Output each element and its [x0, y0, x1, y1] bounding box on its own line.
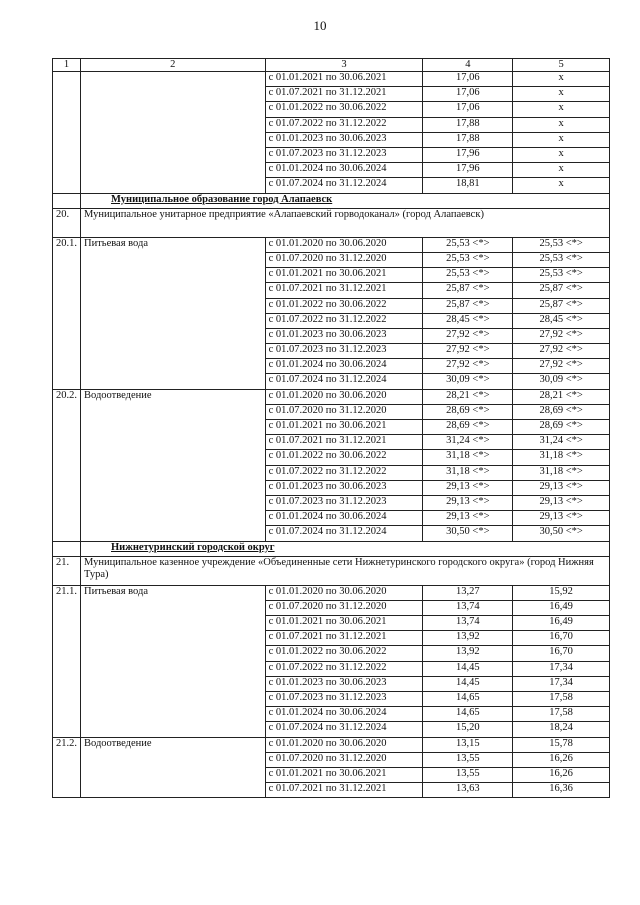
tariff-value-col4: 17,88: [423, 132, 513, 147]
tariff-value-col4: 25,53 <*>: [423, 237, 513, 252]
tariff-value-col5: 16,26: [513, 752, 610, 767]
row-number-cell: [53, 72, 81, 194]
organization-name: Муниципальное унитарное предприятие «Алапаевский горводоканал» (город Алапаевск): [81, 208, 610, 237]
tariff-value-col4: 30,09 <*>: [423, 374, 513, 389]
tariff-value-col5: 18,24: [513, 722, 610, 737]
tariff-period: с 01.07.2020 по 31.12.2020: [265, 252, 423, 267]
tariff-period: с 01.01.2021 по 30.06.2021: [265, 72, 423, 87]
tariff-value-col4: 25,53 <*>: [423, 268, 513, 283]
tariff-period: с 01.01.2024 по 30.06.2024: [265, 707, 423, 722]
tariff-period: с 01.01.2021 по 30.06.2021: [265, 767, 423, 782]
tariff-value-col4: 25,87 <*>: [423, 283, 513, 298]
tariff-value-col4: 27,92 <*>: [423, 328, 513, 343]
tariff-period: с 01.01.2023 по 30.06.2023: [265, 132, 423, 147]
tariff-value-col4: 25,87 <*>: [423, 298, 513, 313]
tariff-value-col4: 14,45: [423, 661, 513, 676]
tariff-value-col5: 27,92 <*>: [513, 344, 610, 359]
tariff-value-col4: 28,21 <*>: [423, 389, 513, 404]
tariff-value-col5: 16,49: [513, 616, 610, 631]
header-cell: 3: [265, 59, 423, 72]
tariff-value-col4: 17,96: [423, 163, 513, 178]
tariff-period: с 01.01.2021 по 30.06.2021: [265, 616, 423, 631]
organization-row: [53, 556, 610, 585]
tariff-value-col5: 30,09 <*>: [513, 374, 610, 389]
organization-number: 21.: [53, 556, 81, 585]
tariff-period: с 01.07.2022 по 31.12.2022: [265, 313, 423, 328]
tariff-value-col5: 31,24 <*>: [513, 435, 610, 450]
tariff-value-col5: 16,26: [513, 767, 610, 782]
tariff-value-col5: 28,45 <*>: [513, 313, 610, 328]
tariff-value-col5: х: [513, 163, 610, 178]
tariff-period: с 01.07.2023 по 31.12.2023: [265, 692, 423, 707]
tariff-value-col5: 29,13 <*>: [513, 480, 610, 495]
tariff-value-col4: 31,18 <*>: [423, 465, 513, 480]
tariff-value-col4: 17,06: [423, 102, 513, 117]
table-row: [53, 389, 610, 404]
tariff-value-col5: х: [513, 72, 610, 87]
tariff-value-col4: 27,92 <*>: [423, 359, 513, 374]
tariff-value-col4: 29,13 <*>: [423, 480, 513, 495]
tariff-value-col4: 13,74: [423, 600, 513, 615]
service-name: Питьевая вода: [81, 237, 266, 389]
tariff-value-col4: 13,15: [423, 737, 513, 752]
tariff-value-col5: х: [513, 87, 610, 102]
tariff-period: с 01.01.2024 по 30.06.2024: [265, 511, 423, 526]
municipality-number-cell: [53, 541, 81, 556]
tariff-period: с 01.01.2020 по 30.06.2020: [265, 237, 423, 252]
tariff-period: с 01.07.2020 по 31.12.2020: [265, 752, 423, 767]
tariff-period: с 01.07.2023 по 31.12.2023: [265, 148, 423, 163]
tariff-value-col4: 28,69 <*>: [423, 420, 513, 435]
tariff-value-col4: 28,45 <*>: [423, 313, 513, 328]
tariff-value-col5: 15,78: [513, 737, 610, 752]
tariff-value-col5: 25,53 <*>: [513, 268, 610, 283]
tariff-table: [52, 58, 610, 798]
tariff-value-col4: 15,20: [423, 722, 513, 737]
tariff-value-col4: 17,88: [423, 117, 513, 132]
tariff-value-col4: 13,92: [423, 631, 513, 646]
tariff-value-col5: 31,18 <*>: [513, 465, 610, 480]
organization-row: [53, 208, 610, 237]
table-row: [53, 237, 610, 252]
tariff-value-col4: 29,13 <*>: [423, 495, 513, 510]
tariff-value-col4: 13,55: [423, 767, 513, 782]
tariff-value-col4: 14,65: [423, 707, 513, 722]
tariff-period: с 01.01.2022 по 30.06.2022: [265, 646, 423, 661]
tariff-value-col5: х: [513, 102, 610, 117]
table-row: [53, 72, 610, 87]
tariff-value-col4: 14,45: [423, 676, 513, 691]
tariff-period: с 01.07.2023 по 31.12.2023: [265, 344, 423, 359]
tariff-period: с 01.01.2022 по 30.06.2022: [265, 298, 423, 313]
tariff-period: с 01.01.2024 по 30.06.2024: [265, 359, 423, 374]
tariff-period: с 01.01.2020 по 30.06.2020: [265, 585, 423, 600]
municipality-number-cell: [53, 193, 81, 208]
tariff-value-col4: 31,24 <*>: [423, 435, 513, 450]
tariff-period: с 01.01.2023 по 30.06.2023: [265, 676, 423, 691]
header-cell: 5: [513, 59, 610, 72]
table-row: [53, 585, 610, 600]
tariff-value-col4: 14,65: [423, 692, 513, 707]
page-number: 10: [313, 18, 327, 33]
tariff-value-col4: 28,69 <*>: [423, 404, 513, 419]
service-number: 20.2.: [53, 389, 81, 541]
tariff-value-col4: 29,13 <*>: [423, 511, 513, 526]
tariff-period: с 01.07.2021 по 31.12.2021: [265, 87, 423, 102]
tariff-value-col5: 17,34: [513, 676, 610, 691]
tariff-value-col5: 15,92: [513, 585, 610, 600]
tariff-value-col4: 27,92 <*>: [423, 344, 513, 359]
tariff-period: с 01.01.2022 по 30.06.2022: [265, 102, 423, 117]
tariff-period: с 01.07.2022 по 31.12.2022: [265, 661, 423, 676]
tariff-value-col5: 25,53 <*>: [513, 252, 610, 267]
tariff-period: с 01.01.2022 по 30.06.2022: [265, 450, 423, 465]
tariff-value-col4: 13,92: [423, 646, 513, 661]
tariff-period: с 01.07.2024 по 31.12.2024: [265, 526, 423, 541]
tariff-value-col5: 31,18 <*>: [513, 450, 610, 465]
tariff-value-col5: 16,49: [513, 600, 610, 615]
service-name: Водоотведение: [81, 737, 266, 798]
tariff-period: с 01.01.2020 по 30.06.2020: [265, 389, 423, 404]
tariff-value-col5: 27,92 <*>: [513, 328, 610, 343]
tariff-value-col5: х: [513, 117, 610, 132]
tariff-period: с 01.07.2021 по 31.12.2021: [265, 783, 423, 798]
tariff-value-col5: 17,58: [513, 707, 610, 722]
service-name: Питьевая вода: [81, 585, 266, 737]
header-cell: 1: [53, 59, 81, 72]
tariff-table-body: [53, 59, 610, 798]
organization-name: Муниципальное казенное учреждение «Объединенные сети Нижнетуринского городского округа» (город Нижняя Тура): [81, 556, 610, 585]
tariff-value-col4: 17,06: [423, 87, 513, 102]
tariff-value-col5: 25,53 <*>: [513, 237, 610, 252]
municipality-row: [53, 193, 610, 208]
tariff-period: с 01.07.2021 по 31.12.2021: [265, 283, 423, 298]
tariff-value-col5: 16,36: [513, 783, 610, 798]
tariff-period: с 01.01.2023 по 30.06.2023: [265, 328, 423, 343]
service-name-cell: [81, 72, 266, 194]
tariff-value-col5: 25,87 <*>: [513, 298, 610, 313]
municipality-name: Нижнетуринский городской округ: [81, 541, 610, 556]
tariff-period: с 01.01.2020 по 30.06.2020: [265, 737, 423, 752]
tariff-value-col5: 28,69 <*>: [513, 404, 610, 419]
tariff-value-col4: 13,74: [423, 616, 513, 631]
tariff-value-col5: 28,69 <*>: [513, 420, 610, 435]
tariff-value-col5: 25,87 <*>: [513, 283, 610, 298]
tariff-value-col4: 13,63: [423, 783, 513, 798]
tariff-value-col5: 17,34: [513, 661, 610, 676]
service-number: 20.1.: [53, 237, 81, 389]
tariff-value-col5: х: [513, 148, 610, 163]
tariff-value-col4: 17,96: [423, 148, 513, 163]
tariff-value-col4: 13,27: [423, 585, 513, 600]
organization-number: 20.: [53, 208, 81, 237]
column-number-header: [53, 59, 610, 72]
header-cell: 2: [81, 59, 266, 72]
tariff-period: с 01.07.2024 по 31.12.2024: [265, 722, 423, 737]
tariff-value-col5: 16,70: [513, 631, 610, 646]
tariff-period: с 01.07.2023 по 31.12.2023: [265, 495, 423, 510]
tariff-value-col5: 28,21 <*>: [513, 389, 610, 404]
service-name: Водоотведение: [81, 389, 266, 541]
tariff-value-col5: 27,92 <*>: [513, 359, 610, 374]
tariff-period: с 01.01.2024 по 30.06.2024: [265, 163, 423, 178]
table-row: [53, 737, 610, 752]
tariff-value-col5: 17,58: [513, 692, 610, 707]
header-cell: 4: [423, 59, 513, 72]
tariff-period: с 01.07.2020 по 31.12.2020: [265, 404, 423, 419]
tariff-period: с 01.01.2023 по 30.06.2023: [265, 480, 423, 495]
tariff-period: с 01.07.2021 по 31.12.2021: [265, 631, 423, 646]
tariff-value-col4: 25,53 <*>: [423, 252, 513, 267]
tariff-period: с 01.07.2024 по 31.12.2024: [265, 374, 423, 389]
tariff-value-col5: 29,13 <*>: [513, 511, 610, 526]
tariff-period: с 01.07.2024 по 31.12.2024: [265, 178, 423, 193]
municipality-name: Муниципальное образование город Алапаевск: [81, 193, 610, 208]
tariff-value-col5: 16,70: [513, 646, 610, 661]
tariff-period: с 01.07.2021 по 31.12.2021: [265, 435, 423, 450]
tariff-value-col4: 30,50 <*>: [423, 526, 513, 541]
tariff-period: с 01.01.2021 по 30.06.2021: [265, 420, 423, 435]
tariff-period: с 01.07.2022 по 31.12.2022: [265, 465, 423, 480]
tariff-period: с 01.07.2020 по 31.12.2020: [265, 600, 423, 615]
tariff-value-col4: 17,06: [423, 72, 513, 87]
municipality-row: [53, 541, 610, 556]
tariff-value-col4: 13,55: [423, 752, 513, 767]
service-number: 21.2.: [53, 737, 81, 798]
tariff-value-col5: х: [513, 132, 610, 147]
tariff-value-col4: 18,81: [423, 178, 513, 193]
tariff-value-col4: 31,18 <*>: [423, 450, 513, 465]
tariff-period: с 01.01.2021 по 30.06.2021: [265, 268, 423, 283]
tariff-value-col5: х: [513, 178, 610, 193]
service-number: 21.1.: [53, 585, 81, 737]
tariff-period: с 01.07.2022 по 31.12.2022: [265, 117, 423, 132]
tariff-value-col5: 29,13 <*>: [513, 495, 610, 510]
tariff-value-col5: 30,50 <*>: [513, 526, 610, 541]
